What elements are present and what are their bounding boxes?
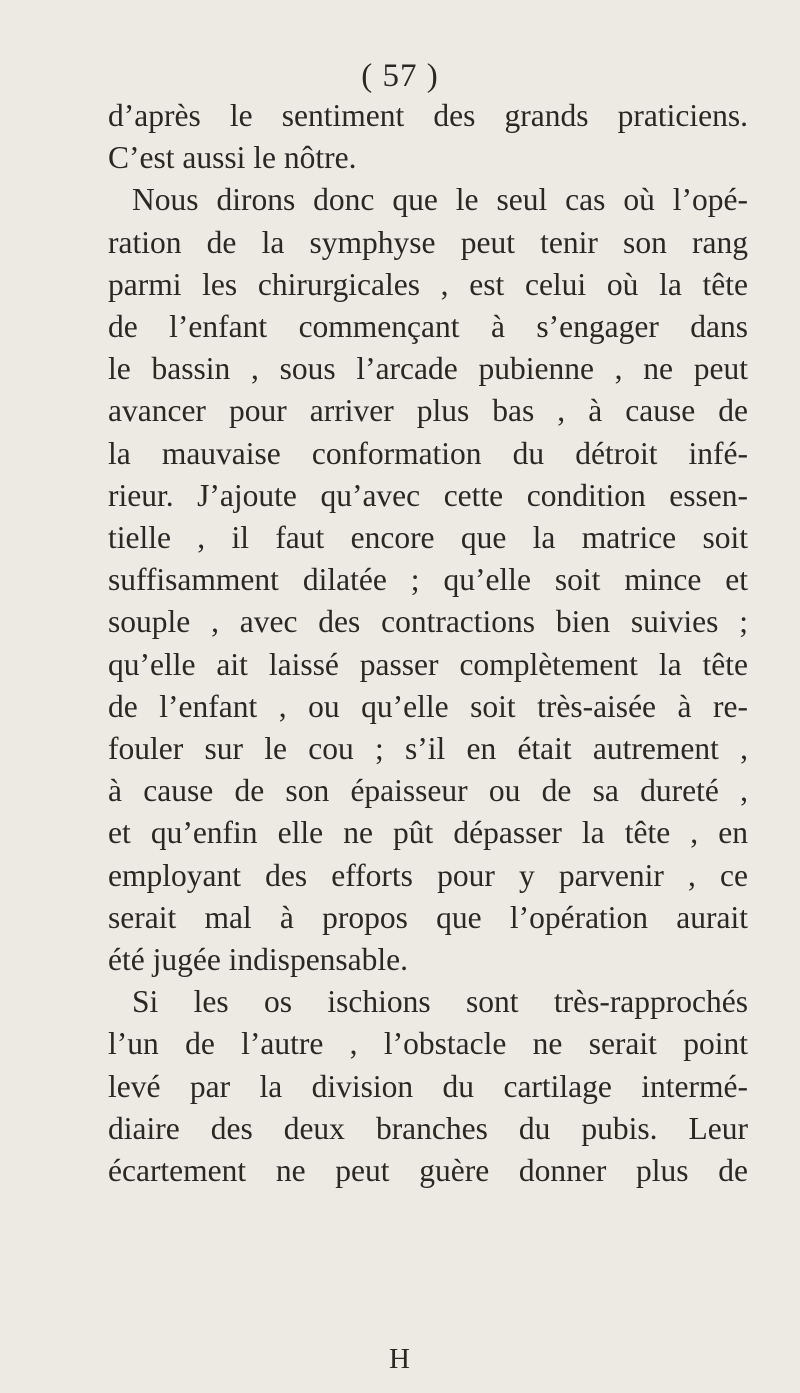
text-line: écartement ne peut guère donner plus de: [108, 1153, 748, 1189]
text-line: avancer pour arriver plus bas , à cause de: [108, 393, 748, 429]
text-line: employant des efforts pour y parvenir , ce: [108, 857, 748, 893]
text-line: de l’enfant commençant à s’engager dans: [108, 309, 748, 345]
text-line: l’un de l’autre , l’obstacle ne serait point: [108, 1026, 748, 1062]
text-line: qu’elle ait laissé passer complètement la tête: [108, 646, 748, 682]
text-line: rieur. J’ajoute qu’avec cette condition essen-: [108, 477, 748, 513]
text-line: à cause de son épaisseur ou de sa dureté ,: [108, 773, 748, 809]
text-line: d’après le sentiment des grands praticiens.: [108, 98, 748, 133]
page-number: ( 57 ): [361, 58, 439, 94]
text-line: de l’enfant , ou qu’elle soit très-aisée à re-: [108, 688, 748, 724]
text-line: et qu’enfin elle ne pût dépasser la tête , en: [108, 815, 748, 851]
text-line: suffisamment dilatée ; qu’elle soit mince et: [108, 562, 748, 598]
text-line: diaire des deux branches du pubis. Leur: [108, 1110, 748, 1146]
text-line: été jugée indispensable.: [108, 942, 409, 978]
text-line: le bassin , sous l’arcade pubienne , ne peut: [108, 351, 748, 387]
text-line: la mauvaise conformation du détroit infé-: [108, 435, 748, 471]
text-line: souple , avec des contractions bien suivies ;: [108, 604, 748, 640]
text-line: ration de la symphyse peut tenir son rang: [108, 224, 748, 260]
text-line: fouler sur le cou ; s’il en était autrement ,: [108, 731, 748, 767]
signature-mark: H: [389, 1343, 411, 1375]
text-line: Nous dirons donc que le seul cas où l’opé-: [132, 182, 748, 218]
text-line: serait mal à propos que l’opération aurait: [108, 899, 748, 935]
text-line: Si les os ischions sont très-rapprochés: [132, 984, 748, 1020]
body-text: [108, 95, 748, 1192]
text-line: tielle , il faut encore que la matrice soit: [108, 520, 748, 556]
text-line: parmi les chirurgicales , est celui où la tête: [108, 266, 748, 302]
text-line: levé par la division du cartilage intermé-: [108, 1068, 748, 1104]
text-line: C’est aussi le nôtre.: [108, 140, 357, 176]
